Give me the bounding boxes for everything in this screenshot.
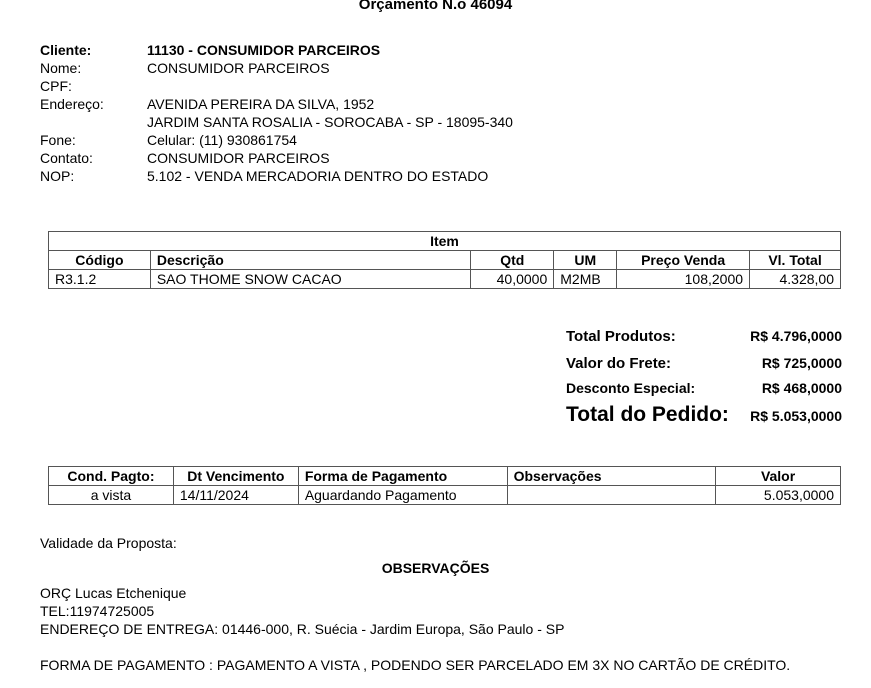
cell-qtd: 40,0000 xyxy=(471,270,554,289)
col-qtd: Qtd xyxy=(471,251,554,270)
col-observacoes: Observações xyxy=(507,467,716,486)
payment-header-row xyxy=(49,467,841,486)
cell-um: M2MB xyxy=(554,270,617,289)
document-title: Orçamento N.o 46094 xyxy=(358,0,513,13)
nome-label: Nome: xyxy=(40,60,82,76)
endereco-line-1: AVENIDA PEREIRA DA SILVA, 1952 xyxy=(147,96,375,112)
fone-label: Fone: xyxy=(40,132,76,148)
observacoes-title: OBSERVAÇÕES xyxy=(381,560,490,576)
contato-label: Contato: xyxy=(40,150,93,166)
validade-proposta: Validade da Proposta: xyxy=(40,535,177,551)
fone-value: Celular: (11) 930861754 xyxy=(147,132,297,148)
contato-value: CONSUMIDOR PARCEIROS xyxy=(147,150,330,166)
cpf-label: CPF: xyxy=(40,78,72,94)
items-header-row xyxy=(49,251,841,270)
col-dt-vencimento: Dt Vencimento xyxy=(173,467,298,486)
note-line: FORMA DE PAGAMENTO : PAGAMENTO A VISTA , PODENDO SER PARCELADO EM 3X NO CARTÃO DE CRÉDITO. xyxy=(40,657,791,673)
cliente-label: Cliente: xyxy=(40,42,92,58)
col-um: UM xyxy=(554,251,617,270)
note-line: ENDEREÇO DE ENTREGA: 01446-000, R. Suécia - Jardim Europa, São Paulo - SP xyxy=(40,621,565,637)
note-line: ORÇ Lucas Etchenique xyxy=(40,585,187,601)
note-line: TEL:11974725005 xyxy=(40,603,155,619)
nome-value: CONSUMIDOR PARCEIROS xyxy=(147,60,330,76)
cell-vl-total: 4.328,00 xyxy=(750,270,841,289)
col-codigo: Código xyxy=(49,251,151,270)
total-pedido-value: R$ 5.053,0000 xyxy=(750,408,842,424)
items-caption: Item xyxy=(49,232,841,251)
col-forma-pagamento: Forma de Pagamento xyxy=(298,467,507,486)
valor-frete-value: R$ 725,0000 xyxy=(761,355,842,371)
col-valor: Valor xyxy=(716,467,841,486)
table-row xyxy=(49,486,841,505)
cliente-value: 11130 - CONSUMIDOR PARCEIROS xyxy=(147,42,381,58)
cell-valor: 5.053,0000 xyxy=(716,486,841,505)
cell-observacoes xyxy=(507,486,716,505)
desconto-especial-label: Desconto Especial: xyxy=(566,380,696,396)
payment-table xyxy=(48,466,841,505)
total-produtos-label: Total Produtos: xyxy=(566,328,676,345)
items-table xyxy=(48,231,841,289)
total-produtos-value: R$ 4.796,0000 xyxy=(750,328,842,344)
total-pedido-label: Total do Pedido: xyxy=(566,403,729,426)
cell-preco-venda: 108,2000 xyxy=(617,270,750,289)
endereco-label: Endereço: xyxy=(40,96,104,112)
col-preco-venda: Preço Venda xyxy=(617,251,750,270)
cell-dt-vencimento: 14/11/2024 xyxy=(173,486,298,505)
nop-value: 5.102 - VENDA MERCADORIA DENTRO DO ESTADO xyxy=(147,168,489,184)
endereco-line-2: JARDIM SANTA ROSALIA - SOROCABA - SP - 18095-340 xyxy=(147,114,513,130)
cell-descricao: SAO THOME SNOW CACAO xyxy=(150,270,471,289)
col-vl-total: Vl. Total xyxy=(750,251,841,270)
cell-forma-pagamento: Aguardando Pagamento xyxy=(298,486,507,505)
col-cond-pagto: Cond. Pagto: xyxy=(49,467,174,486)
cell-codigo: R3.1.2 xyxy=(49,270,151,289)
cell-cond-pagto: a vista xyxy=(49,486,174,505)
valor-frete-label: Valor do Frete: xyxy=(566,355,672,372)
col-descricao: Descrição xyxy=(150,251,471,270)
table-row xyxy=(49,270,841,289)
desconto-especial-value: R$ 468,0000 xyxy=(761,380,842,396)
nop-label: NOP: xyxy=(40,168,75,184)
